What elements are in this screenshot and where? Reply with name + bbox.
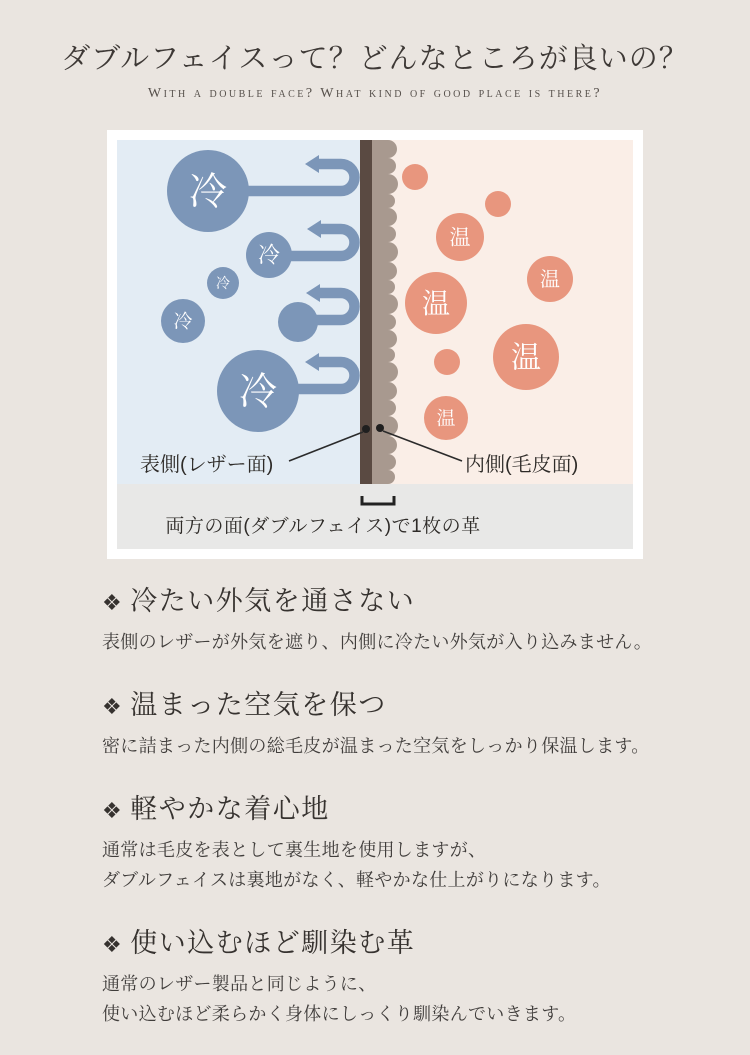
warm-circle-label: 温 xyxy=(449,226,471,250)
diamond-bullet-icon: ❖ xyxy=(102,694,124,719)
feature-section xyxy=(102,921,662,1029)
section-body-line: ダブルフェイスは裏地がなく、軽やかな仕上がりになります。 xyxy=(102,870,611,890)
section-heading xyxy=(102,683,662,722)
page-subtitle: With a double face? What kind of good place is there? xyxy=(147,86,603,101)
feature-section xyxy=(102,579,662,657)
diamond-bullet-icon: ❖ xyxy=(102,798,124,823)
warm-circle-label: 温 xyxy=(511,341,541,375)
cold-circle-label: 冷 xyxy=(188,171,228,214)
section-body-line: 通常のレザー製品と同じように、 xyxy=(102,974,377,994)
marker-dot xyxy=(362,425,370,433)
section-heading xyxy=(102,787,662,826)
section-heading xyxy=(102,579,662,618)
page-title: ダブルフェイスって？どんなところが良いの？ xyxy=(61,43,689,75)
feature-section xyxy=(102,787,662,895)
cold-air-circle xyxy=(278,302,318,342)
cold-circle-label: 冷 xyxy=(173,311,193,333)
diagram-caption: 両方の面(ダブルフェイス)で1枚の革 xyxy=(165,516,481,537)
front-side-label: 表側(レザー面) xyxy=(140,454,274,476)
cold-circle-label: 冷 xyxy=(257,242,281,268)
warm-circle-label: 温 xyxy=(540,269,560,291)
section-body-line: 通常は毛皮を表として裏生地を使用しますが、 xyxy=(102,840,487,860)
feature-list xyxy=(102,579,662,1055)
section-heading-text: 温まった空気を保つ xyxy=(130,690,387,720)
inner-side-label: 内側(毛皮面) xyxy=(465,454,579,476)
double-face-diagram-panel xyxy=(107,130,643,559)
warm-circle-label: 温 xyxy=(436,408,456,430)
warm-air-circle xyxy=(434,349,460,375)
diamond-bullet-icon: ❖ xyxy=(102,590,124,615)
section-heading xyxy=(102,921,662,960)
marker-dot xyxy=(376,424,384,432)
diamond-bullet-icon: ❖ xyxy=(102,932,124,957)
feature-section xyxy=(102,683,662,761)
section-body-line: 密に詰まった内側の総毛皮が温まった空気をしっかり保温します。 xyxy=(102,736,650,756)
section-heading-text: 軽やかな着心地 xyxy=(130,794,330,824)
section-body-line: 表側のレザーが外気を遮り、内側に冷たい外気が入り込みません。 xyxy=(102,632,653,652)
cold-circle-label: 冷 xyxy=(216,274,230,291)
double-face-diagram xyxy=(117,140,633,549)
warm-air-circle xyxy=(402,164,428,190)
warm-circle-label: 温 xyxy=(421,287,451,319)
warm-air-circle xyxy=(485,191,511,217)
section-body-line: 使い込むほど柔らかく身体にしっくり馴染んでいきます。 xyxy=(102,1004,577,1024)
section-heading-text: 使い込むほど馴染む革 xyxy=(130,928,416,958)
section-heading-text: 冷たい外気を通さない xyxy=(130,586,416,616)
cold-circle-label: 冷 xyxy=(238,371,278,414)
